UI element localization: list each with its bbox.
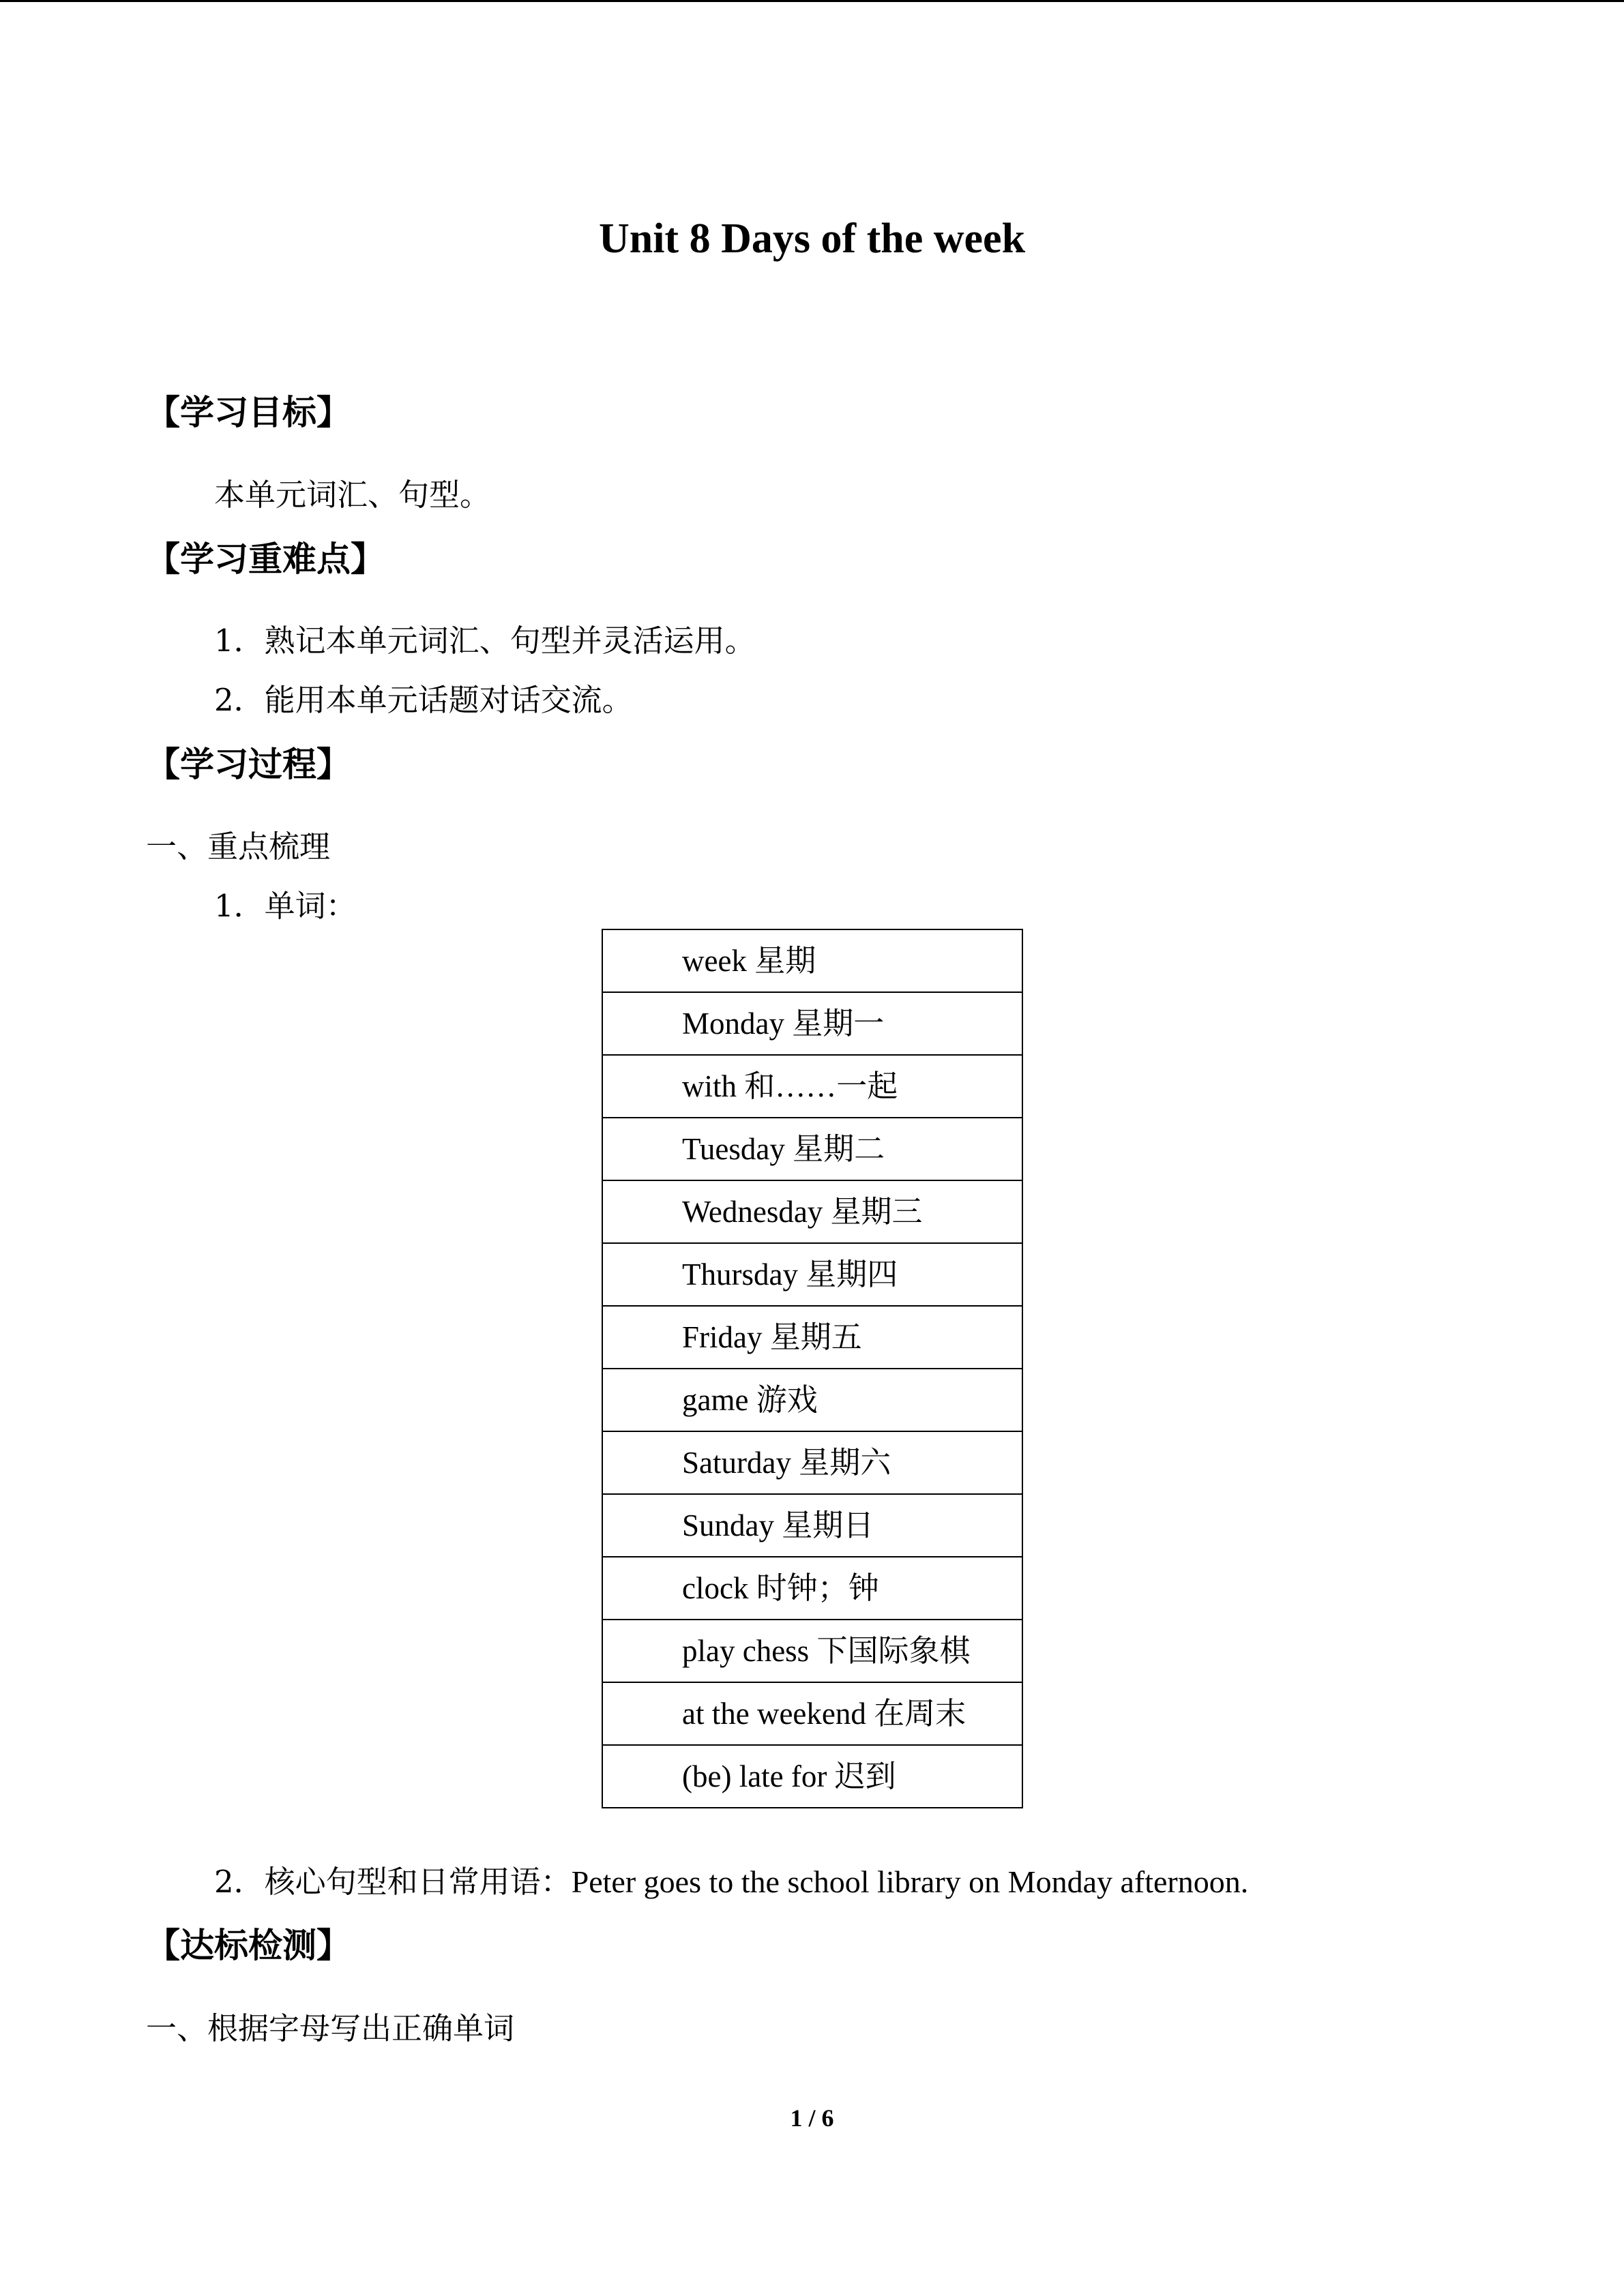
heading-objectives: 【学习目标】	[146, 393, 351, 432]
vocabulary-row	[602, 992, 1022, 1055]
objectives-text: 本单元词汇、句型。	[214, 477, 491, 513]
vocabulary-table	[602, 929, 1023, 1808]
vocabulary-cell: clock 时钟；钟	[602, 1557, 1022, 1620]
vocabulary-cell: with 和……一起	[602, 1055, 1022, 1118]
vocabulary-cell: Saturday 星期六	[602, 1431, 1022, 1494]
page-top-rule	[0, 0, 1624, 2]
vocabulary-row	[602, 929, 1022, 992]
vocabulary-row	[602, 1494, 1022, 1557]
vocabulary-cell: week 星期	[602, 929, 1022, 992]
vocabulary-row	[602, 1306, 1022, 1369]
process-part-1: 一、重点梳理	[146, 829, 331, 865]
vocabulary-cell: Wednesday 星期三	[602, 1180, 1022, 1243]
vocabulary-row	[602, 1431, 1022, 1494]
core-sentence-text: Peter goes to the school library on Monday afternoon.	[571, 1864, 1249, 1899]
core-sentence-label: 2．核心句型和日常用语：	[214, 1864, 572, 1900]
vocabulary-cell: play chess 下国际象棋	[602, 1620, 1022, 1682]
vocabulary-cell: Sunday 星期日	[602, 1494, 1022, 1557]
words-label: 1．单词：	[214, 888, 357, 924]
heading-process: 【学习过程】	[146, 745, 351, 784]
heading-key-points: 【学习重难点】	[146, 539, 385, 579]
key-point-2: 2．能用本单元话题对话交流。	[214, 682, 633, 718]
vocabulary-row	[602, 1745, 1022, 1808]
vocabulary-cell: Monday 星期一	[602, 992, 1022, 1055]
vocabulary-row	[602, 1055, 1022, 1118]
test-part-1: 一、根据字母写出正确单词	[146, 2010, 515, 2046]
vocabulary-row	[602, 1557, 1022, 1620]
vocabulary-table-body	[602, 929, 1022, 1808]
vocabulary-row	[602, 1620, 1022, 1682]
vocabulary-row	[602, 1180, 1022, 1243]
vocabulary-cell: Thursday 星期四	[602, 1243, 1022, 1306]
vocabulary-cell: Tuesday 星期二	[602, 1118, 1022, 1180]
vocabulary-row	[602, 1369, 1022, 1431]
heading-test: 【达标检测】	[146, 1926, 351, 1965]
core-sentence	[214, 1862, 1248, 1903]
vocabulary-row	[602, 1118, 1022, 1180]
vocabulary-row	[602, 1682, 1022, 1745]
vocabulary-cell: at the weekend 在周末	[602, 1682, 1022, 1745]
vocabulary-row	[602, 1243, 1022, 1306]
vocabulary-cell: (be) late for 迟到	[602, 1745, 1022, 1808]
key-point-1: 1．熟记本单元词汇、句型并灵活运用。	[214, 623, 756, 659]
document-title: Unit 8 Days of the week	[598, 215, 1026, 262]
vocabulary-cell: game 游戏	[602, 1369, 1022, 1431]
vocabulary-cell: Friday 星期五	[602, 1306, 1022, 1369]
page-number: 1 / 6	[790, 2104, 834, 2132]
